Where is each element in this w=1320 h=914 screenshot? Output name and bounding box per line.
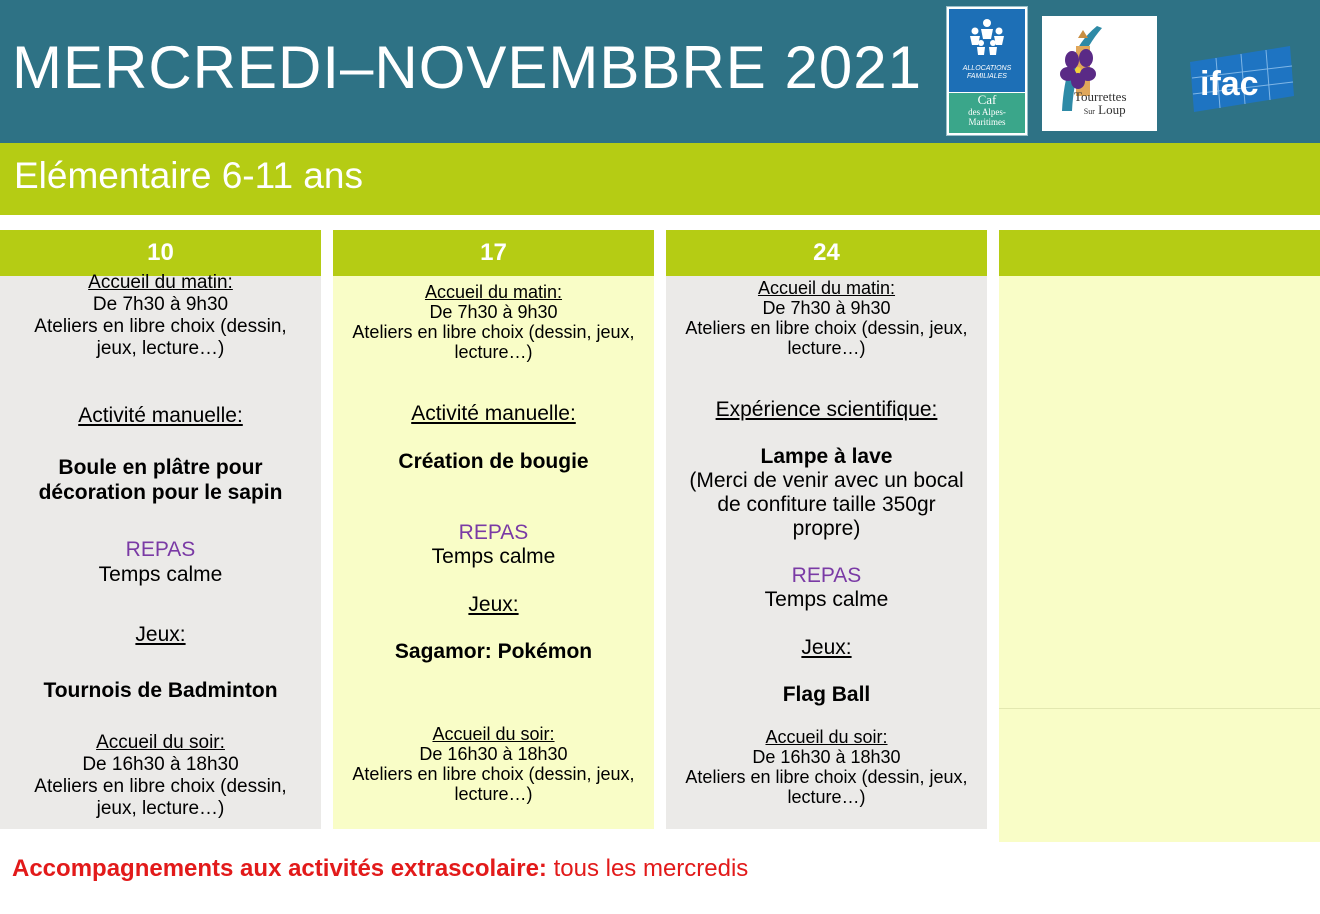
games-title: Jeux: — [135, 623, 186, 646]
games-title: Jeux: — [801, 636, 852, 659]
meal-title: REPAS — [458, 521, 529, 544]
activity-note-3: propre) — [792, 517, 861, 540]
activity-title: Expérience scientifique: — [715, 398, 938, 421]
family-figures-icon — [963, 17, 1011, 61]
caf-sub2: Maritimes — [968, 117, 1006, 127]
games-title: Jeux: — [468, 593, 519, 616]
row-divider — [999, 708, 1320, 709]
morning-hours: De 7h30 à 9h30 — [429, 302, 558, 322]
caf-logo-bottom — [949, 93, 1025, 133]
meal-text: Temps calme — [764, 588, 889, 611]
activity-block — [666, 445, 987, 541]
morning-title: Accueil du matin: — [424, 282, 563, 302]
header-bar — [0, 0, 1320, 143]
evening-title: Accueil du soir: — [96, 732, 225, 753]
meal-block — [333, 521, 654, 569]
activity-title: Activité manuelle: — [411, 402, 576, 425]
tourrettes-logo — [1042, 16, 1157, 131]
evening-text-2: lecture…) — [454, 784, 533, 804]
morning-text-1: Ateliers en libre choix (dessin, jeux, — [352, 322, 635, 342]
activity-name — [0, 455, 321, 505]
column-body-10 — [0, 272, 321, 829]
evening-block — [0, 732, 321, 820]
meal-text: Temps calme — [98, 563, 223, 586]
caf-sub1: des Alpes- — [968, 107, 1006, 117]
evening-hours: De 16h30 à 18h30 — [82, 754, 239, 775]
evening-block — [666, 727, 987, 807]
column-header-10: 10 — [0, 230, 321, 276]
meal-title: REPAS — [125, 538, 196, 561]
morning-title: Accueil du matin: — [757, 278, 896, 298]
morning-block — [333, 282, 654, 362]
morning-text-2: lecture…) — [787, 338, 866, 358]
morning-text-1: Ateliers en libre choix (dessin, — [34, 316, 287, 337]
tourrettes-loup: Loup — [1098, 102, 1126, 117]
morning-block — [666, 278, 987, 358]
evening-hours: De 16h30 à 18h30 — [419, 744, 568, 764]
ifac-wordmark: ifac — [1200, 65, 1259, 103]
meal-text: Temps calme — [431, 545, 556, 568]
caf-logo-top — [949, 9, 1025, 92]
activity-title: Activité manuelle: — [78, 404, 243, 427]
morning-title: Accueil du matin: — [88, 272, 233, 293]
meal-title: REPAS — [791, 564, 862, 587]
footer-bold: Accompagnements aux activités extrascolaire: — [12, 855, 547, 882]
column-header-17: 17 — [333, 230, 654, 276]
tourrettes-name: Tourrettes — [1074, 89, 1127, 104]
page-title: MERCREDI–NOVEMBBRE 2021 — [12, 34, 922, 101]
activity-line-1: Boule en plâtre pour — [58, 456, 263, 479]
column-body-empty — [999, 276, 1320, 842]
caf-line1: ALLOCATIONS — [962, 65, 1012, 72]
meal-block — [0, 537, 321, 587]
column-body-17 — [333, 276, 654, 829]
activity-name: Création de bougie — [398, 450, 589, 473]
ifac-logo-graphic — [1186, 40, 1296, 115]
evening-text-1: Ateliers en libre choix (dessin, — [34, 776, 287, 797]
evening-title: Accueil du soir: — [765, 727, 888, 747]
column-header-empty — [999, 230, 1320, 276]
evening-title: Accueil du soir: — [432, 724, 555, 744]
activity-line-2: décoration pour le sapin — [38, 481, 283, 504]
column-body-24 — [666, 276, 987, 829]
morning-hours: De 7h30 à 9h30 — [92, 294, 229, 315]
activity-note-1: (Merci de venir avec un bocal — [689, 469, 964, 492]
ifac-logo — [1186, 40, 1296, 115]
age-group-label: Elémentaire 6-11 ans — [14, 155, 363, 196]
activity-note-2: de confiture taille 350gr — [717, 493, 936, 516]
tourrettes-text — [1074, 90, 1127, 118]
games-text: Flag Ball — [782, 683, 871, 706]
games-text: Sagamor: Pokémon — [394, 640, 593, 663]
column-header-24: 24 — [666, 230, 987, 276]
evening-text-1: Ateliers en libre choix (dessin, jeux, — [352, 764, 635, 784]
footer-note — [12, 855, 748, 883]
morning-text-2: jeux, lecture…) — [96, 338, 225, 359]
games-text: Tournois de Badminton — [43, 679, 278, 702]
morning-text-1: Ateliers en libre choix (dessin, jeux, — [685, 318, 968, 338]
morning-text-2: lecture…) — [454, 342, 533, 362]
morning-hours: De 7h30 à 9h30 — [762, 298, 891, 318]
evening-text-2: jeux, lecture…) — [96, 798, 225, 819]
evening-text-2: lecture…) — [787, 787, 866, 807]
evening-block — [333, 724, 654, 804]
activity-name: Lampe à lave — [760, 445, 893, 468]
caf-line2: FAMILIALES — [967, 73, 1007, 80]
evening-hours: De 16h30 à 18h30 — [752, 747, 901, 767]
caf-logo — [946, 6, 1028, 136]
caf-allocations-text — [949, 65, 1025, 81]
meal-block — [666, 564, 987, 612]
caf-name: Caf — [977, 92, 997, 107]
evening-text-1: Ateliers en libre choix (dessin, jeux, — [685, 767, 968, 787]
morning-block — [0, 272, 321, 360]
tourrettes-sur: Sur — [1083, 107, 1095, 116]
footer-normal: tous les mercredis — [546, 855, 749, 882]
